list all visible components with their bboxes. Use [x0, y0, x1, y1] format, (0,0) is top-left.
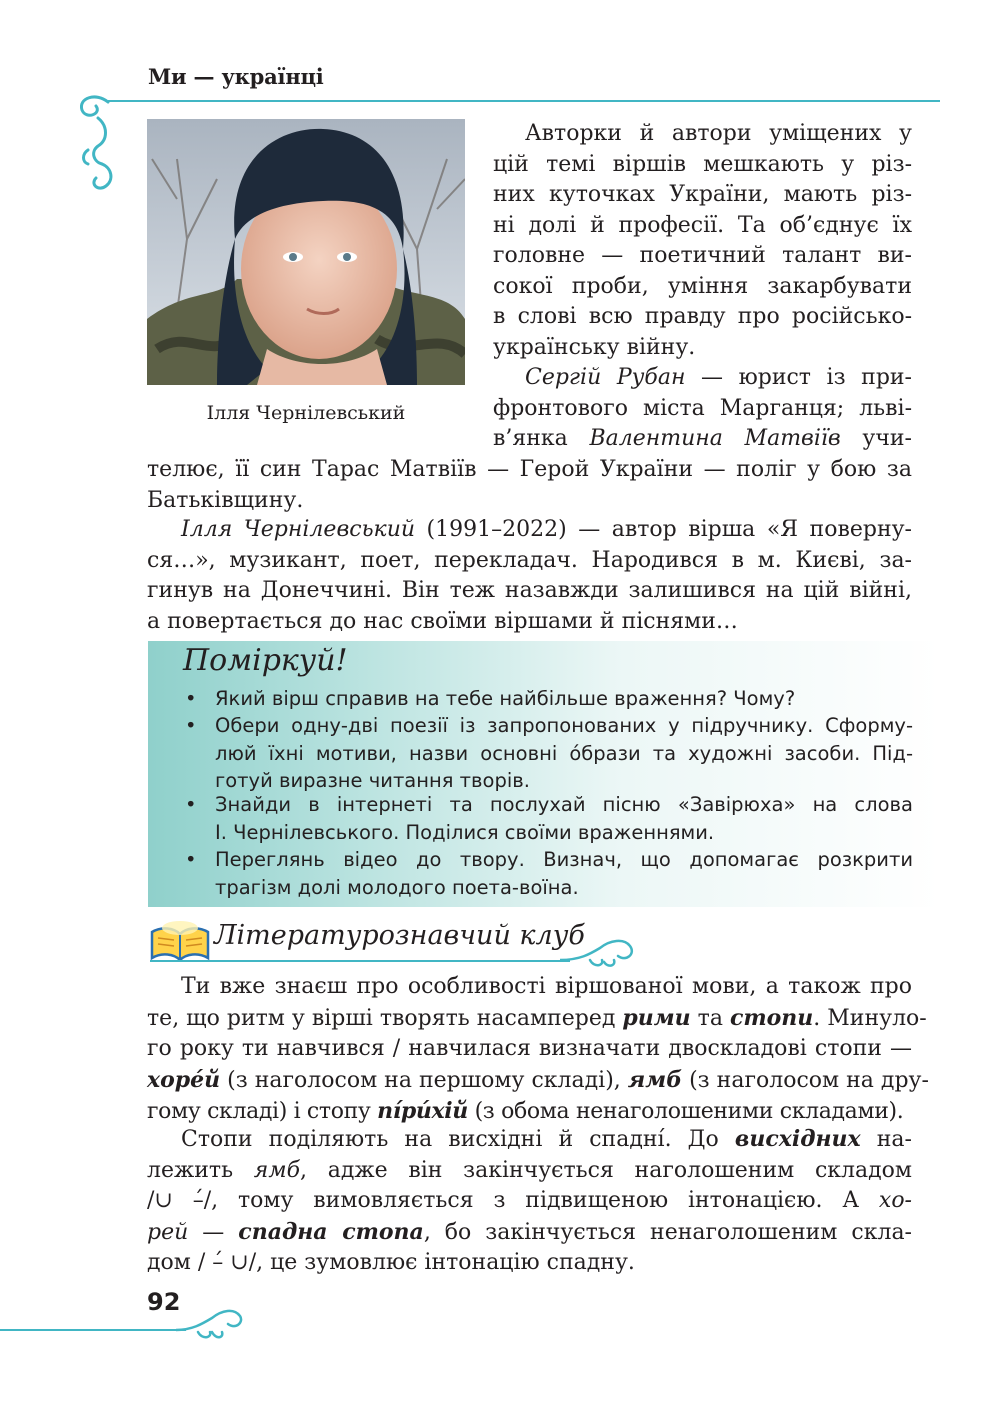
- think-item-line: люй їхні мотиви, назви основні óбрази та художні засоби. Під-: [215, 741, 913, 765]
- club-title: Літературознавчий клуб: [214, 920, 585, 951]
- intro-line: в слові всю правду про російсько-: [493, 304, 912, 329]
- decorative-swirl-icon: [176, 1300, 246, 1342]
- author-name: Сергій Рубан: [525, 365, 686, 390]
- author-name: Валентина Матвіїв: [589, 426, 841, 451]
- think-item: [185, 791, 913, 846]
- text-run: гинув на Донеччині. Він теж назавжди залишився на цій війні,: [147, 578, 912, 603]
- think-item-line: Обери одну-дві поезії із запропонованих у підручнику. Сформу-: [215, 714, 913, 737]
- page-number: 92: [147, 1288, 181, 1316]
- text-run: лежить: [147, 1157, 254, 1183]
- text-run: гому складі) і стопу: [147, 1099, 378, 1124]
- term: висхідних: [734, 1126, 861, 1152]
- text-run: (з обома ненаголошеними складами).: [467, 1099, 904, 1124]
- think-item-line: готуй виразне читання творів.: [215, 769, 530, 792]
- author-name: Ілля Чернілевський: [181, 517, 416, 542]
- text-run: — юрист із при-: [685, 365, 912, 390]
- text-run: в’янка: [493, 426, 590, 451]
- text-run: (з наголосом на першому складі),: [220, 1067, 628, 1093]
- term: рими: [622, 1004, 691, 1031]
- text-run: телює, її син Тарас Матвіїв — Герой України — поліг у бою за: [147, 457, 912, 482]
- text-run: Ти вже знаєш про особливості віршованої мови, а також про: [181, 974, 912, 999]
- think-item-line: Знайди в інтернеті та послухай пісню «Завірюха» на слова: [215, 793, 913, 816]
- text-run: . Минуло-: [813, 1005, 927, 1031]
- text-run: а повертається до нас своїми віршами й піснями…: [147, 608, 738, 634]
- think-item: [185, 712, 913, 795]
- chernilevskyi-paragraph: [147, 515, 912, 637]
- text-run: , адже він закінчується наголошеним складом: [300, 1157, 913, 1183]
- text-run: (1991–2022) — автор вірша «Я поверну-: [415, 517, 912, 542]
- term: хорéй: [147, 1066, 221, 1093]
- text-run: на-: [860, 1127, 912, 1152]
- intro-line: ні долі й професії. Та об’єднує їх: [493, 212, 912, 238]
- bullet-icon: •: [185, 793, 197, 816]
- think-item: [185, 846, 913, 901]
- term: ямб: [253, 1157, 300, 1183]
- portrait-photo: [147, 119, 465, 385]
- think-box-title: Поміркуй!: [183, 643, 348, 678]
- text-run: та: [690, 1005, 730, 1031]
- club-rule: [150, 960, 570, 962]
- bullet-icon: •: [185, 687, 197, 710]
- text-run: (з наголосом на дру-: [682, 1067, 929, 1093]
- footer-rule: [0, 1329, 186, 1331]
- club-paragraph-1: [147, 972, 929, 1128]
- think-item-line: трагізм долі молодого поета-воїна.: [215, 875, 579, 899]
- intro-line: цій темі віршів мешкають у різ-: [493, 151, 912, 177]
- think-item-line: І. Чернілевського. Поділися своїми враженнями.: [215, 820, 715, 844]
- term: ямб: [627, 1066, 683, 1093]
- intro-paragraph: [493, 119, 912, 363]
- term: рей: [147, 1219, 189, 1245]
- text-run: ся…», музикант, поет, перекладач. Народився в м. Києві, за-: [147, 547, 912, 573]
- think-item: [185, 685, 913, 713]
- decorative-swirl-icon: [68, 88, 128, 198]
- decorative-swirl-icon: [560, 930, 640, 974]
- term: спадна стопа: [238, 1218, 424, 1245]
- text-run: , бо закінчується ненаголошеним скла-: [423, 1219, 912, 1245]
- intro-line: сокої проби, уміння закарбувати: [493, 273, 912, 299]
- text-run: дом / –́ ∪/, це зумовлює інтонацію спадну.: [147, 1250, 635, 1275]
- text-run: учи-: [840, 426, 912, 451]
- ruban-paragraph-cont: [147, 455, 912, 516]
- photo-caption: Ілля Чернілевський: [206, 402, 406, 424]
- open-book-icon: [148, 918, 212, 964]
- club-paragraph-2: [147, 1124, 912, 1279]
- bullet-icon: •: [185, 848, 197, 871]
- ruban-paragraph: [493, 363, 912, 455]
- text-run: фронтового міста Марганця; льві-: [493, 395, 912, 421]
- text-run: Батьківщину.: [147, 487, 304, 513]
- intro-line: головне — поетичний талант ви-: [493, 243, 912, 268]
- running-header: Ми — українці: [148, 64, 324, 89]
- term: стопи: [729, 1004, 814, 1031]
- text-run: го року ти навчився / навчилася визначати двоскладові стопи —: [147, 1036, 912, 1061]
- text-run: —: [188, 1219, 239, 1245]
- term: пíрúхій: [377, 1098, 468, 1124]
- text-run: те, що ритм у вірші творять насамперед: [147, 1005, 623, 1031]
- header-rule: [108, 100, 940, 102]
- think-item-line: Який вірш справив на тебе найбільше враження? Чому?: [215, 687, 796, 710]
- bullet-icon: •: [185, 714, 197, 737]
- text-run: Стопи поділяють на висхідні й спаднí. До: [181, 1127, 735, 1152]
- text-run: /∪ –́/, тому вимовляється з підвищеною інтонацією. А: [147, 1188, 879, 1213]
- think-item-line: Переглянь відео до твору. Визнач, що допомагає розкрити: [215, 848, 913, 871]
- term: хо-: [878, 1188, 912, 1213]
- intro-line: них куточках України, мають різ-: [493, 182, 912, 207]
- intro-line: Авторки й автори уміщених у: [525, 121, 912, 146]
- intro-line: українську війну.: [493, 334, 696, 360]
